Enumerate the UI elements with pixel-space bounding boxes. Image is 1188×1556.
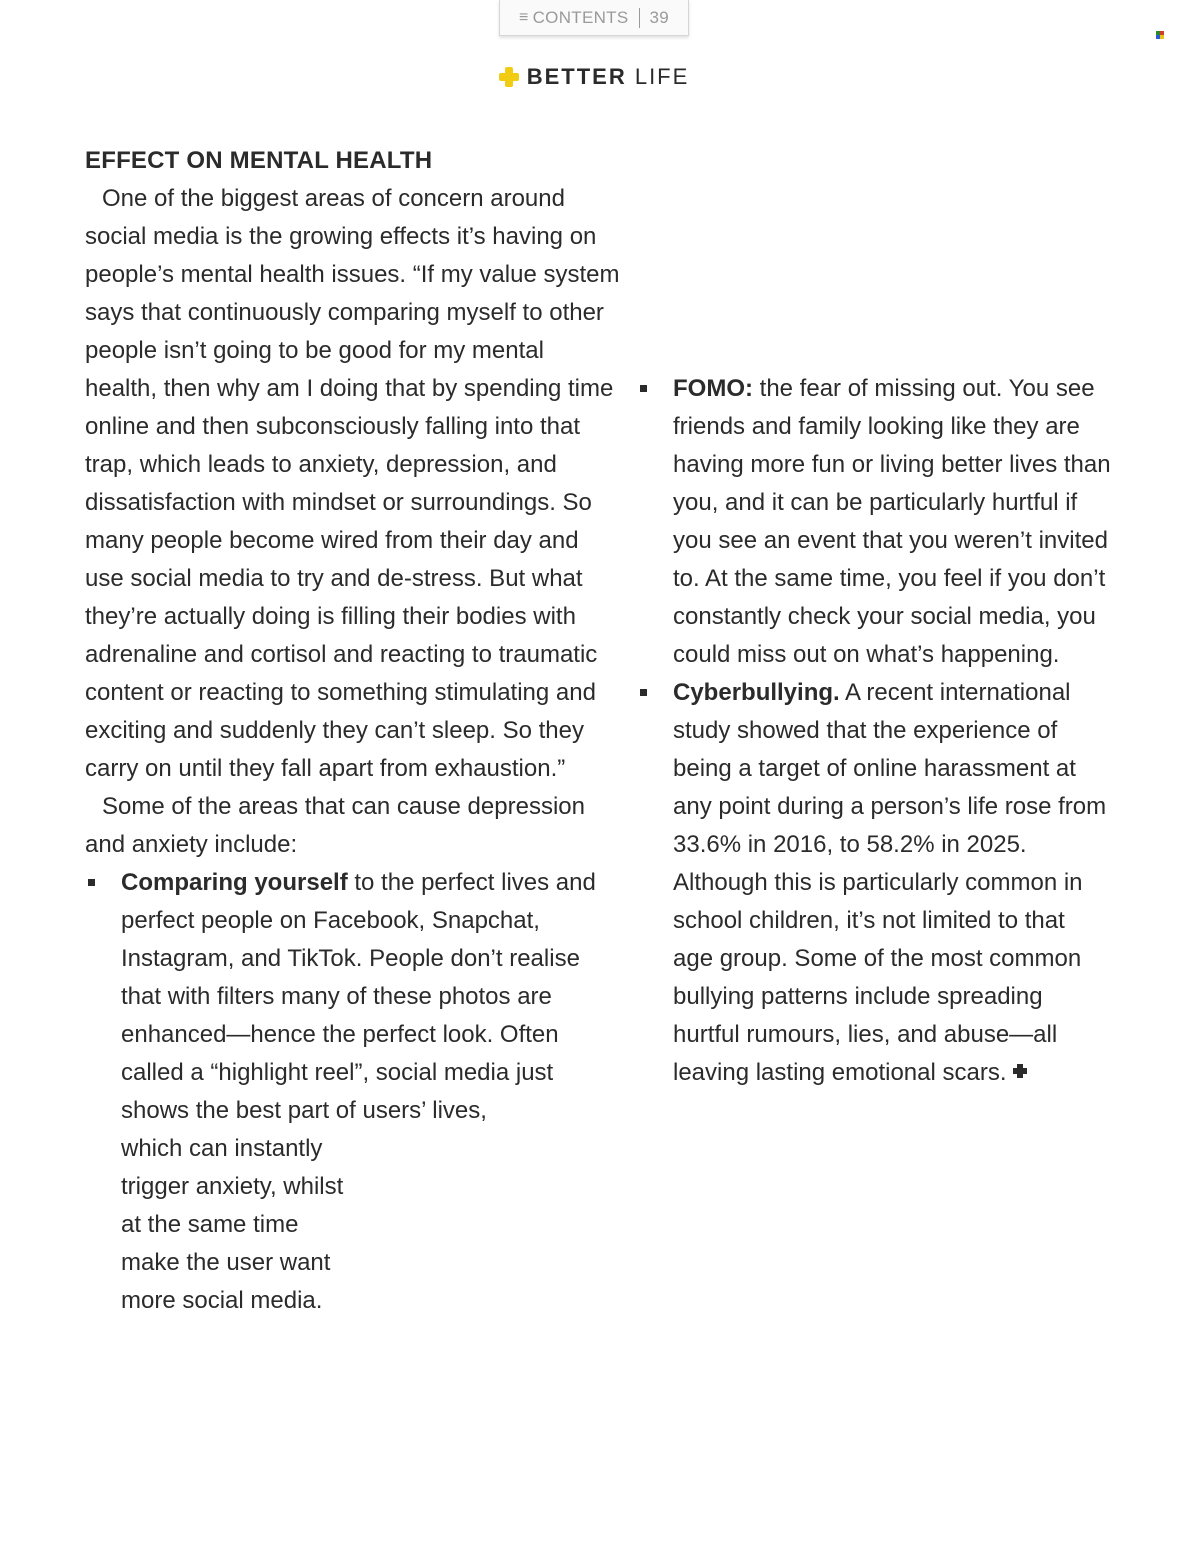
section-title-light: LIFE xyxy=(634,64,690,89)
bullet-list-right xyxy=(636,370,1111,1092)
bullet-square-icon xyxy=(640,385,647,392)
list-item-text: A recent international study showed that the experience of being a target of online harassment at any point during a person’s life rose from 33.6% in 2016, to 58.2% in 2025. Although this is particularly common in school children, it’s not limited to that age group. Some of the most common bullying patterns include spreading hurtful rumours, lies, and abuse—all leaving lasting emotional scars. xyxy=(673,679,1107,1086)
contents-label: CONTENTS xyxy=(532,7,629,27)
list-item-text: to the perfect lives and perfect people on Facebook, Snapchat, Instagram, and TikTok. People don’t realise that with filters many of these photos are enhanced—hence the perfect look. Often called a “highlight reel”, social media just shows the best part of users’ lives, xyxy=(121,869,596,1124)
bullet-list-left xyxy=(85,864,620,1320)
page-number: 39 xyxy=(649,7,670,27)
list-item-term: FOMO: xyxy=(673,375,753,402)
list-item-fomo xyxy=(636,370,1111,674)
color-marker-icon xyxy=(1156,31,1164,39)
tab-divider xyxy=(639,8,640,28)
section-title xyxy=(527,64,690,90)
article-heading: EFFECT ON MENTAL HEALTH xyxy=(85,147,433,174)
list-item-text: the fear of missing out. You see friends and family looking like they are having more fun or living better lives than you, and it can be particularly hurtful if you see an event that you weren’t invited to. At the same time, you feel if you don’t constantly check your social media, you could miss out on what’s happening. xyxy=(673,375,1111,668)
list-item-text-continued: which can instantly trigger anxiety, whilst at the same time make the user want more social media. xyxy=(121,1135,344,1314)
list-item-term: Comparing yourself xyxy=(121,869,348,896)
section-title-bold: BETTER xyxy=(526,64,627,89)
list-item-cyberbullying xyxy=(636,674,1111,1092)
bullet-square-icon xyxy=(640,689,647,696)
plus-cross-icon xyxy=(499,67,519,87)
article-column-right xyxy=(636,370,1111,1092)
list-item-comparing xyxy=(85,864,620,1320)
contents-tab[interactable] xyxy=(499,0,689,36)
list-item-term: Cyberbullying. xyxy=(673,679,840,706)
bullet-square-icon xyxy=(88,879,95,886)
intro-paragraph: One of the biggest areas of concern around social media is the growing effects it’s having on people’s mental health issues. “If my value system says that continuously comparing myself to other people isn’t going to be good for my mental health, then why am I doing that by spending time online and then subconsciously falling into that trap, which leads to anxiety, depression, and dissatisfaction with mindset or surroundings. So many people become wired from their day and use social media to try and de-stress. But what they’re actually doing is filling their bodies with adrenaline and cortisol and reacting to traumatic content or reacting to something stimulating and exciting and suddenly they can’t sleep. So they carry on until they fall apart from exhaustion.” xyxy=(85,185,620,782)
section-header xyxy=(0,62,1188,92)
end-cross-icon xyxy=(1013,1064,1027,1078)
menu-icon: ≡ xyxy=(518,8,529,26)
article-column-left xyxy=(85,142,620,1320)
list-intro: Some of the areas that can cause depression and anxiety include: xyxy=(85,793,585,858)
